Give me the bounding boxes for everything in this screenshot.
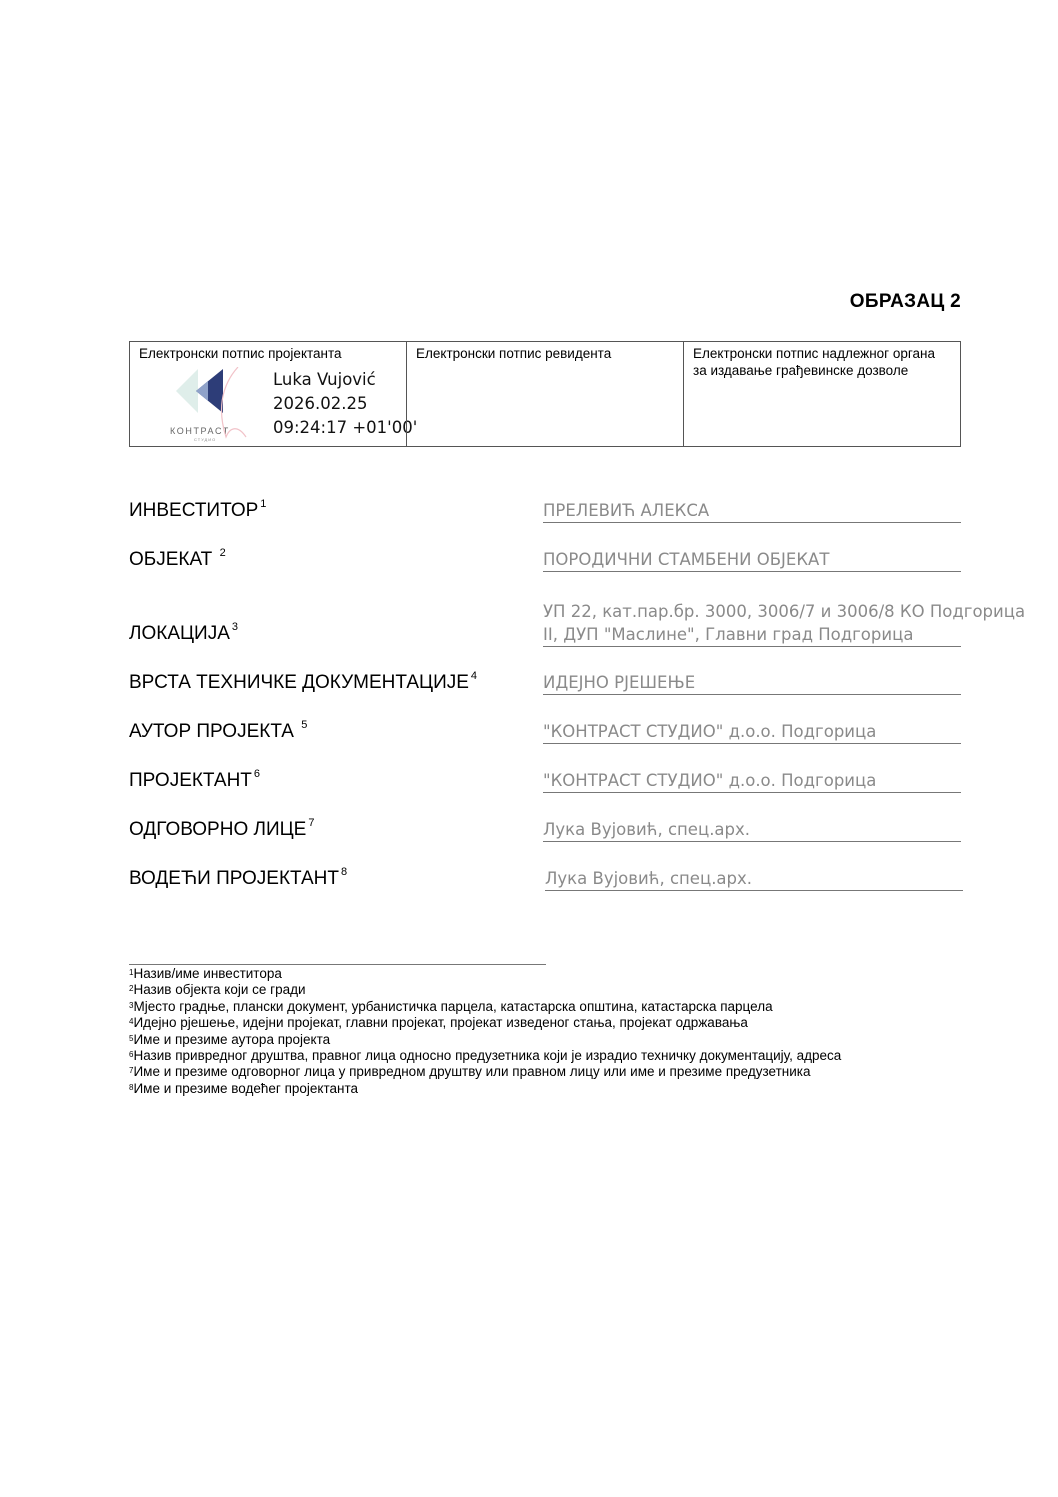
footnote-item: $^5$Име и презиме аутора пројекта bbox=[129, 1031, 331, 1047]
footnote-item: $^4$Идејно рјешење, идејни пројекат, главни пројекат, пројекат изведеног стања, пројекат одржавања bbox=[129, 1015, 748, 1031]
field-value-designer: "КОНТРАСТ СТУДИО" д.о.о. Подгорица bbox=[543, 769, 961, 793]
signer-name: Luka Vujović bbox=[273, 370, 376, 389]
authority-signature-header: Електронски потпис надлежног органа за издавање грађевинске дозволе bbox=[693, 346, 935, 378]
logo-text: КОНТРАСТ bbox=[170, 426, 230, 436]
field-label-project-author: АУТОР ПРОЈЕКТА $^5$ bbox=[129, 719, 308, 742]
field-value-lead-designer: Лука Вујовић, спец.арх. bbox=[545, 867, 963, 891]
reviewer-signature-header: Електронски потпис ревидента bbox=[416, 346, 612, 361]
kontrast-studio-logo bbox=[168, 367, 248, 442]
field-value-responsible-person: Лука Вујовић, спец.арх. bbox=[543, 818, 961, 842]
footnote-item: $^2$Назив објекта који се гради bbox=[129, 982, 306, 998]
field-label-object: ОБЈЕКАТ $^2$ bbox=[129, 547, 226, 570]
field-label-doc-type: ВРСТА ТЕХНИЧКЕ ДОКУМЕНТАЦИЈЕ $^4$ bbox=[129, 670, 478, 693]
field-value-doc-type: ИДЕЈНО РЈЕШЕЊЕ bbox=[543, 671, 961, 695]
field-value-object: ПОРОДИЧНИ СТАМБЕНИ ОБЈЕКАТ bbox=[543, 548, 961, 572]
field-label-responsible-person: ОДГОВОРНО ЛИЦЕ $^7$ bbox=[129, 817, 315, 840]
digital-signature-block bbox=[273, 368, 417, 440]
footnote-item: $^8$Име и презиме водећег пројектанта bbox=[129, 1080, 359, 1096]
field-label-designer: ПРОЈЕКТАНТ $^6$ bbox=[129, 768, 261, 791]
field-value-project-author: "КОНТРАСТ СТУДИО" д.о.о. Подгорица bbox=[543, 720, 961, 744]
footnote-item: $^7$Име и презиме одговорног лица у привредном друштву или правном лицу или име и презиме предузетника bbox=[129, 1064, 811, 1080]
designer-signature-header: Електронски потпис пројектанта bbox=[139, 346, 342, 361]
signer-time: 09:24:17 +01'00' bbox=[273, 418, 418, 437]
field-label-investor: ИНВЕСТИТОР $^1$ bbox=[129, 498, 267, 521]
field-value-investor: ПРЕЛЕВИЋ АЛЕКСА bbox=[543, 499, 961, 523]
field-label-lead-designer: ВОДЕЋИ ПРОЈЕКТАНТ $^8$ bbox=[129, 866, 348, 889]
authority-signature-cell[interactable] bbox=[683, 342, 960, 446]
form-title: ОБРАЗАЦ 2 bbox=[849, 291, 961, 312]
signer-date: 2026.02.25 bbox=[273, 394, 368, 413]
logo-subtext: СТУДИО bbox=[194, 437, 217, 442]
footnote-item: $^3$Мјесто градње, плански документ, урбанистичка парцела, катастарска општина, катастарска парцела bbox=[129, 998, 773, 1014]
footnote-item: $^6$Назив привредног друштва, правног лица односно предузетника који је израдио техничку документацију, адреса bbox=[129, 1048, 842, 1064]
footnote-item: $^1$Назив/име инвеститора bbox=[129, 966, 282, 981]
field-value-location: УП 22, кат.пар.бр. 3000, 3006/7 и 3006/8 КО Подгорица II, ДУП "Маслине", Главни град Подгорица bbox=[543, 602, 1026, 644]
designer-signature-cell[interactable] bbox=[130, 342, 418, 446]
reviewer-signature-cell[interactable] bbox=[406, 342, 683, 446]
signature-table bbox=[129, 341, 961, 447]
field-label-location: ЛОКАЦИЈА $^3$ bbox=[129, 621, 238, 644]
footnote-separator bbox=[129, 964, 546, 965]
footnotes bbox=[129, 966, 841, 1097]
location-underline bbox=[543, 646, 961, 647]
